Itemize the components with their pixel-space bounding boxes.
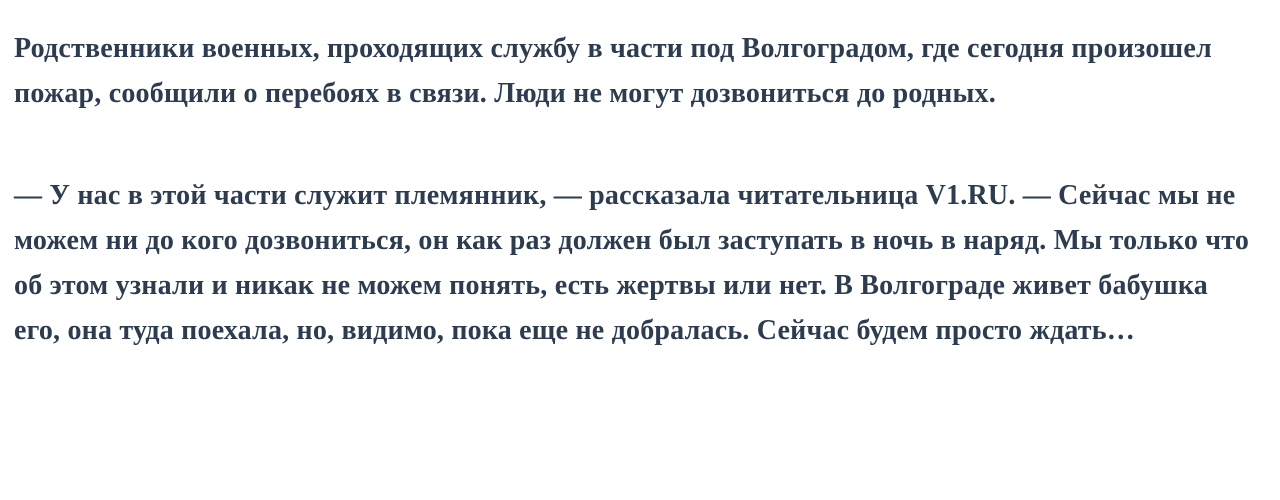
article-paragraph-lead: Родственники военных, проходящих службу в части под Волгоградом, где сегодня произошел пожар, сообщили о перебоях в связи. Люди не могут дозвониться до родных. (14, 33, 1212, 109)
article-paragraph-quote: — У нас в этой части служит племянник, — рассказала читательница V1.RU. — Сейчас мы не можем ни до кого дозвониться, он как раз должен был заступать в ночь в наряд. Мы только что об этом узнали и никак не можем понять, есть жертвы или нет. В Волгограде живет бабушка его, она туда поехала, но, видимо, пока еще не добралась. Сейчас будем просто ждать… (14, 180, 1250, 346)
